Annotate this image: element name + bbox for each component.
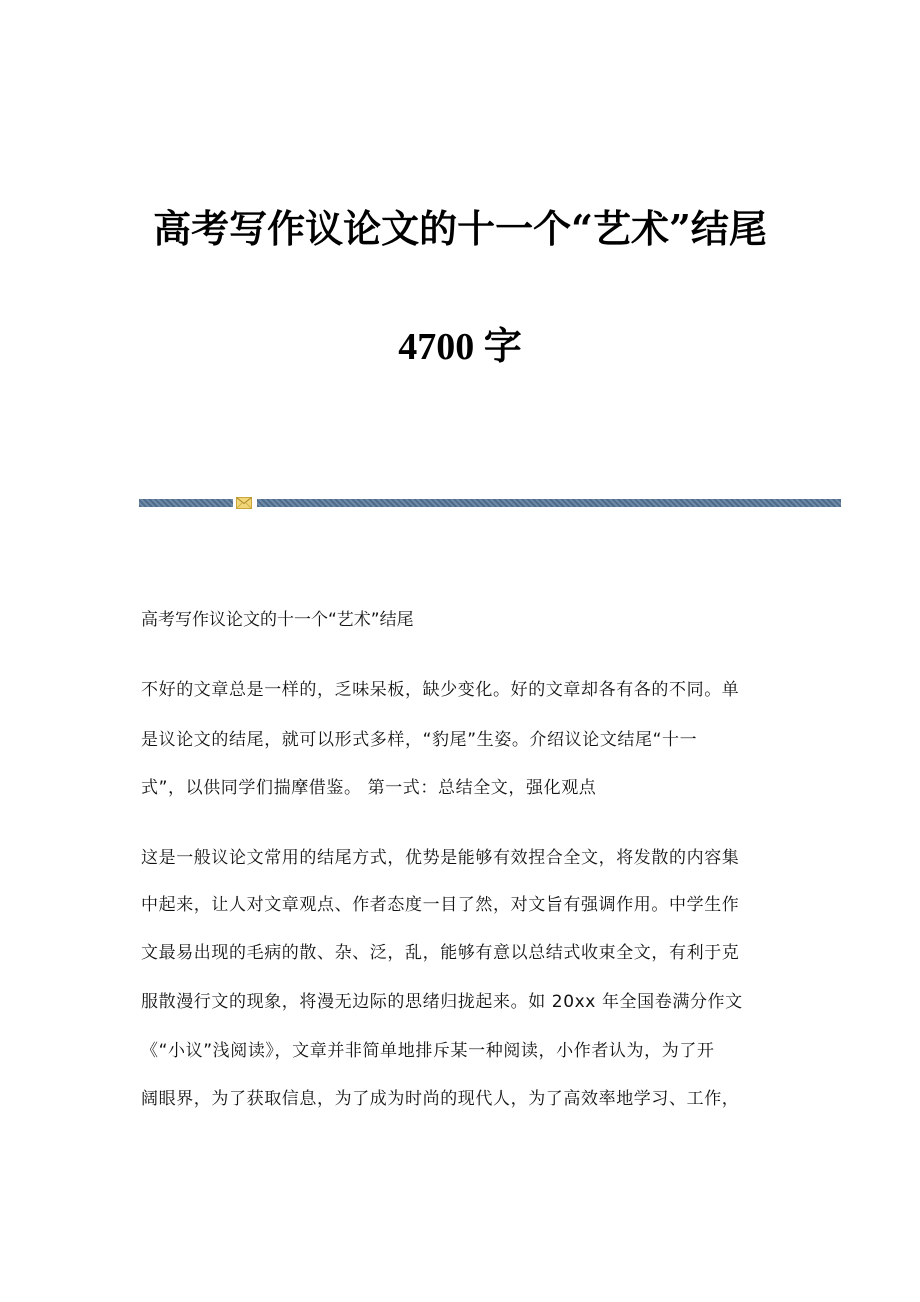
divider-bar-left	[139, 499, 233, 507]
paragraph-2-line-2: 中起来，让人对文章观点、作者态度一目了然，对文旨有强调作用。中学生作	[141, 895, 740, 915]
envelope-icon	[236, 497, 252, 509]
paragraph-2-line-1: 这是一般议论文常用的结尾方式，优势是能够有效捏合全文，将发散的内容集	[141, 848, 740, 868]
paragraph-2-line-5: 《“小议”浅阅读》，文章并非简单地排斥某一种阅读，小作者认为，为了开	[141, 1041, 715, 1061]
section-heading: 高考写作议论文的十一个“艺术”结尾	[141, 610, 414, 630]
paragraph-1-line-1: 不好的文章总是一样的，乏味呆板，缺少变化。好的文章却各有各的不同。单	[141, 680, 740, 700]
document-title-wordcount: 4700 字	[398, 326, 522, 368]
divider-bar-right	[257, 499, 841, 507]
document-title: 高考写作议论文的十一个“艺术”结尾	[153, 206, 767, 251]
paragraph-1-line-2: 是议论文的结尾，就可以形式多样，“豹尾”生姿。介绍议论文结尾“十一	[141, 730, 698, 750]
paragraph-1-line-3: 式”，以供同学们揣摩借鉴。 第一式：总结全文，强化观点	[141, 778, 597, 798]
title-divider	[139, 497, 841, 509]
paragraph-2-line-6: 阔眼界，为了获取信息，为了成为时尚的现代人，为了高效率地学习、工作，	[141, 1089, 740, 1109]
paragraph-2-line-3: 文最易出现的毛病的散、杂、泛，乱，能够有意以总结式收束全文，有利于克	[141, 943, 740, 963]
paragraph-2-line-4: 服散漫行文的现象，将漫无边际的思绪归拢起来。如 20xx 年全国卷满分作文	[141, 992, 743, 1012]
